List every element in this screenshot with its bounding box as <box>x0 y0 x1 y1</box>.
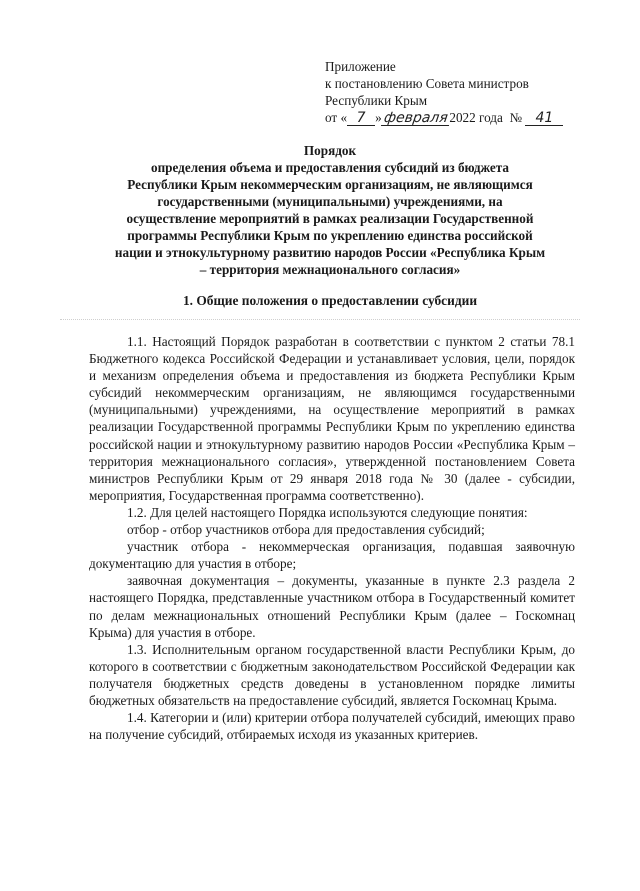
title-line: программы Республики Крым по укреплению единства российской <box>127 228 533 243</box>
title-line: Республики Крым некоммерческим организациям, не являющимся <box>127 177 533 192</box>
appendix-block <box>325 58 563 126</box>
title-line: государственными (муниципальными) учреждениями, на <box>157 194 503 209</box>
date-day-handwritten: 7 <box>347 111 375 126</box>
title-line: определения объема и предоставления субсидий из бюджета <box>150 160 510 175</box>
paragraph: 1.2. Для целей настоящего Порядка используются следующие понятия: <box>127 504 528 520</box>
appendix-dateline <box>325 109 563 126</box>
scan-artifact-divider <box>60 319 580 322</box>
paragraph: 1.4. Категории и (или) критерии отбора получателей субсидий, имеющих право на получение субсидий, отбираемых исходя из указанных критериев. <box>89 710 575 743</box>
title-line: Порядок <box>303 143 357 158</box>
date-month-handwritten: февраля <box>382 110 449 126</box>
appendix-decree: к постановлению Совета министров <box>325 76 529 91</box>
paragraph: заявочная документация – документы, указанные в пункте 2.3 раздела 2 настоящего Порядка, представленные участником отбора в Государственный комитет по делам межнациональных отношений Республики Крым (далее – Госкомнац Крыма) для участия в отборе. <box>89 573 575 640</box>
title-line: осуществление мероприятий в рамках реализации Государственной <box>126 211 534 226</box>
paragraph: 1.3. Исполнительным органом государственной власти Республики Крым, до которого в соответствии с бюджетным законодательством Российской Федерации как получателя бюджетных средств доведены в установленном порядке лимиты бюджетных обязательств на предоставление субсидий, является Госкомнац Крыма. <box>89 641 575 708</box>
title-line: – территория межнационального согласия» <box>199 262 461 277</box>
paragraph: участник отбора - некоммерческая организация, подавшая заявочную документацию для участия в отборе; <box>89 539 575 572</box>
document-title <box>80 142 580 278</box>
appendix-label: Приложение <box>325 59 396 74</box>
appendix-republic: Республики Крым <box>325 93 428 108</box>
paragraph: 1.1. Настоящий Порядок разработан в соответствии с пунктом 2 статьи 78.1 Бюджетного кодекса Российской Федерации и устанавливает условия, цели, порядок и механизм определения объема и предоставления из бюджета Республики Крым субсидий некоммерческим организациям, не являющимся государственными (муниципальными) учреждениями, на осуществление мероприятий в рамках реализации Государственной программы Республики Крым по укреплению единства российской нации и этнокультурному развитию народов России «Республика Крым – территория межнационального согласия», утвержденной постановлением Совета министров Республики Крым от 29 января 2018 года № 30 (далее - субсидии, мероприятия, Государственная программа соответственно). <box>89 334 575 503</box>
document-body <box>89 333 575 743</box>
title-line: нации и этнокультурному развитию народов России «Республика Крым <box>114 245 546 260</box>
date-prefix: от « <box>325 110 348 125</box>
decree-number-handwritten: 41 <box>525 111 563 126</box>
date-year: 2022 года <box>449 110 503 125</box>
paragraph: отбор - отбор участников отбора для предоставления субсидий; <box>127 522 485 538</box>
date-separator: » <box>375 110 382 125</box>
section-heading: 1. Общие положения о предоставлении субсидии <box>182 293 478 308</box>
number-label: № <box>509 110 523 125</box>
